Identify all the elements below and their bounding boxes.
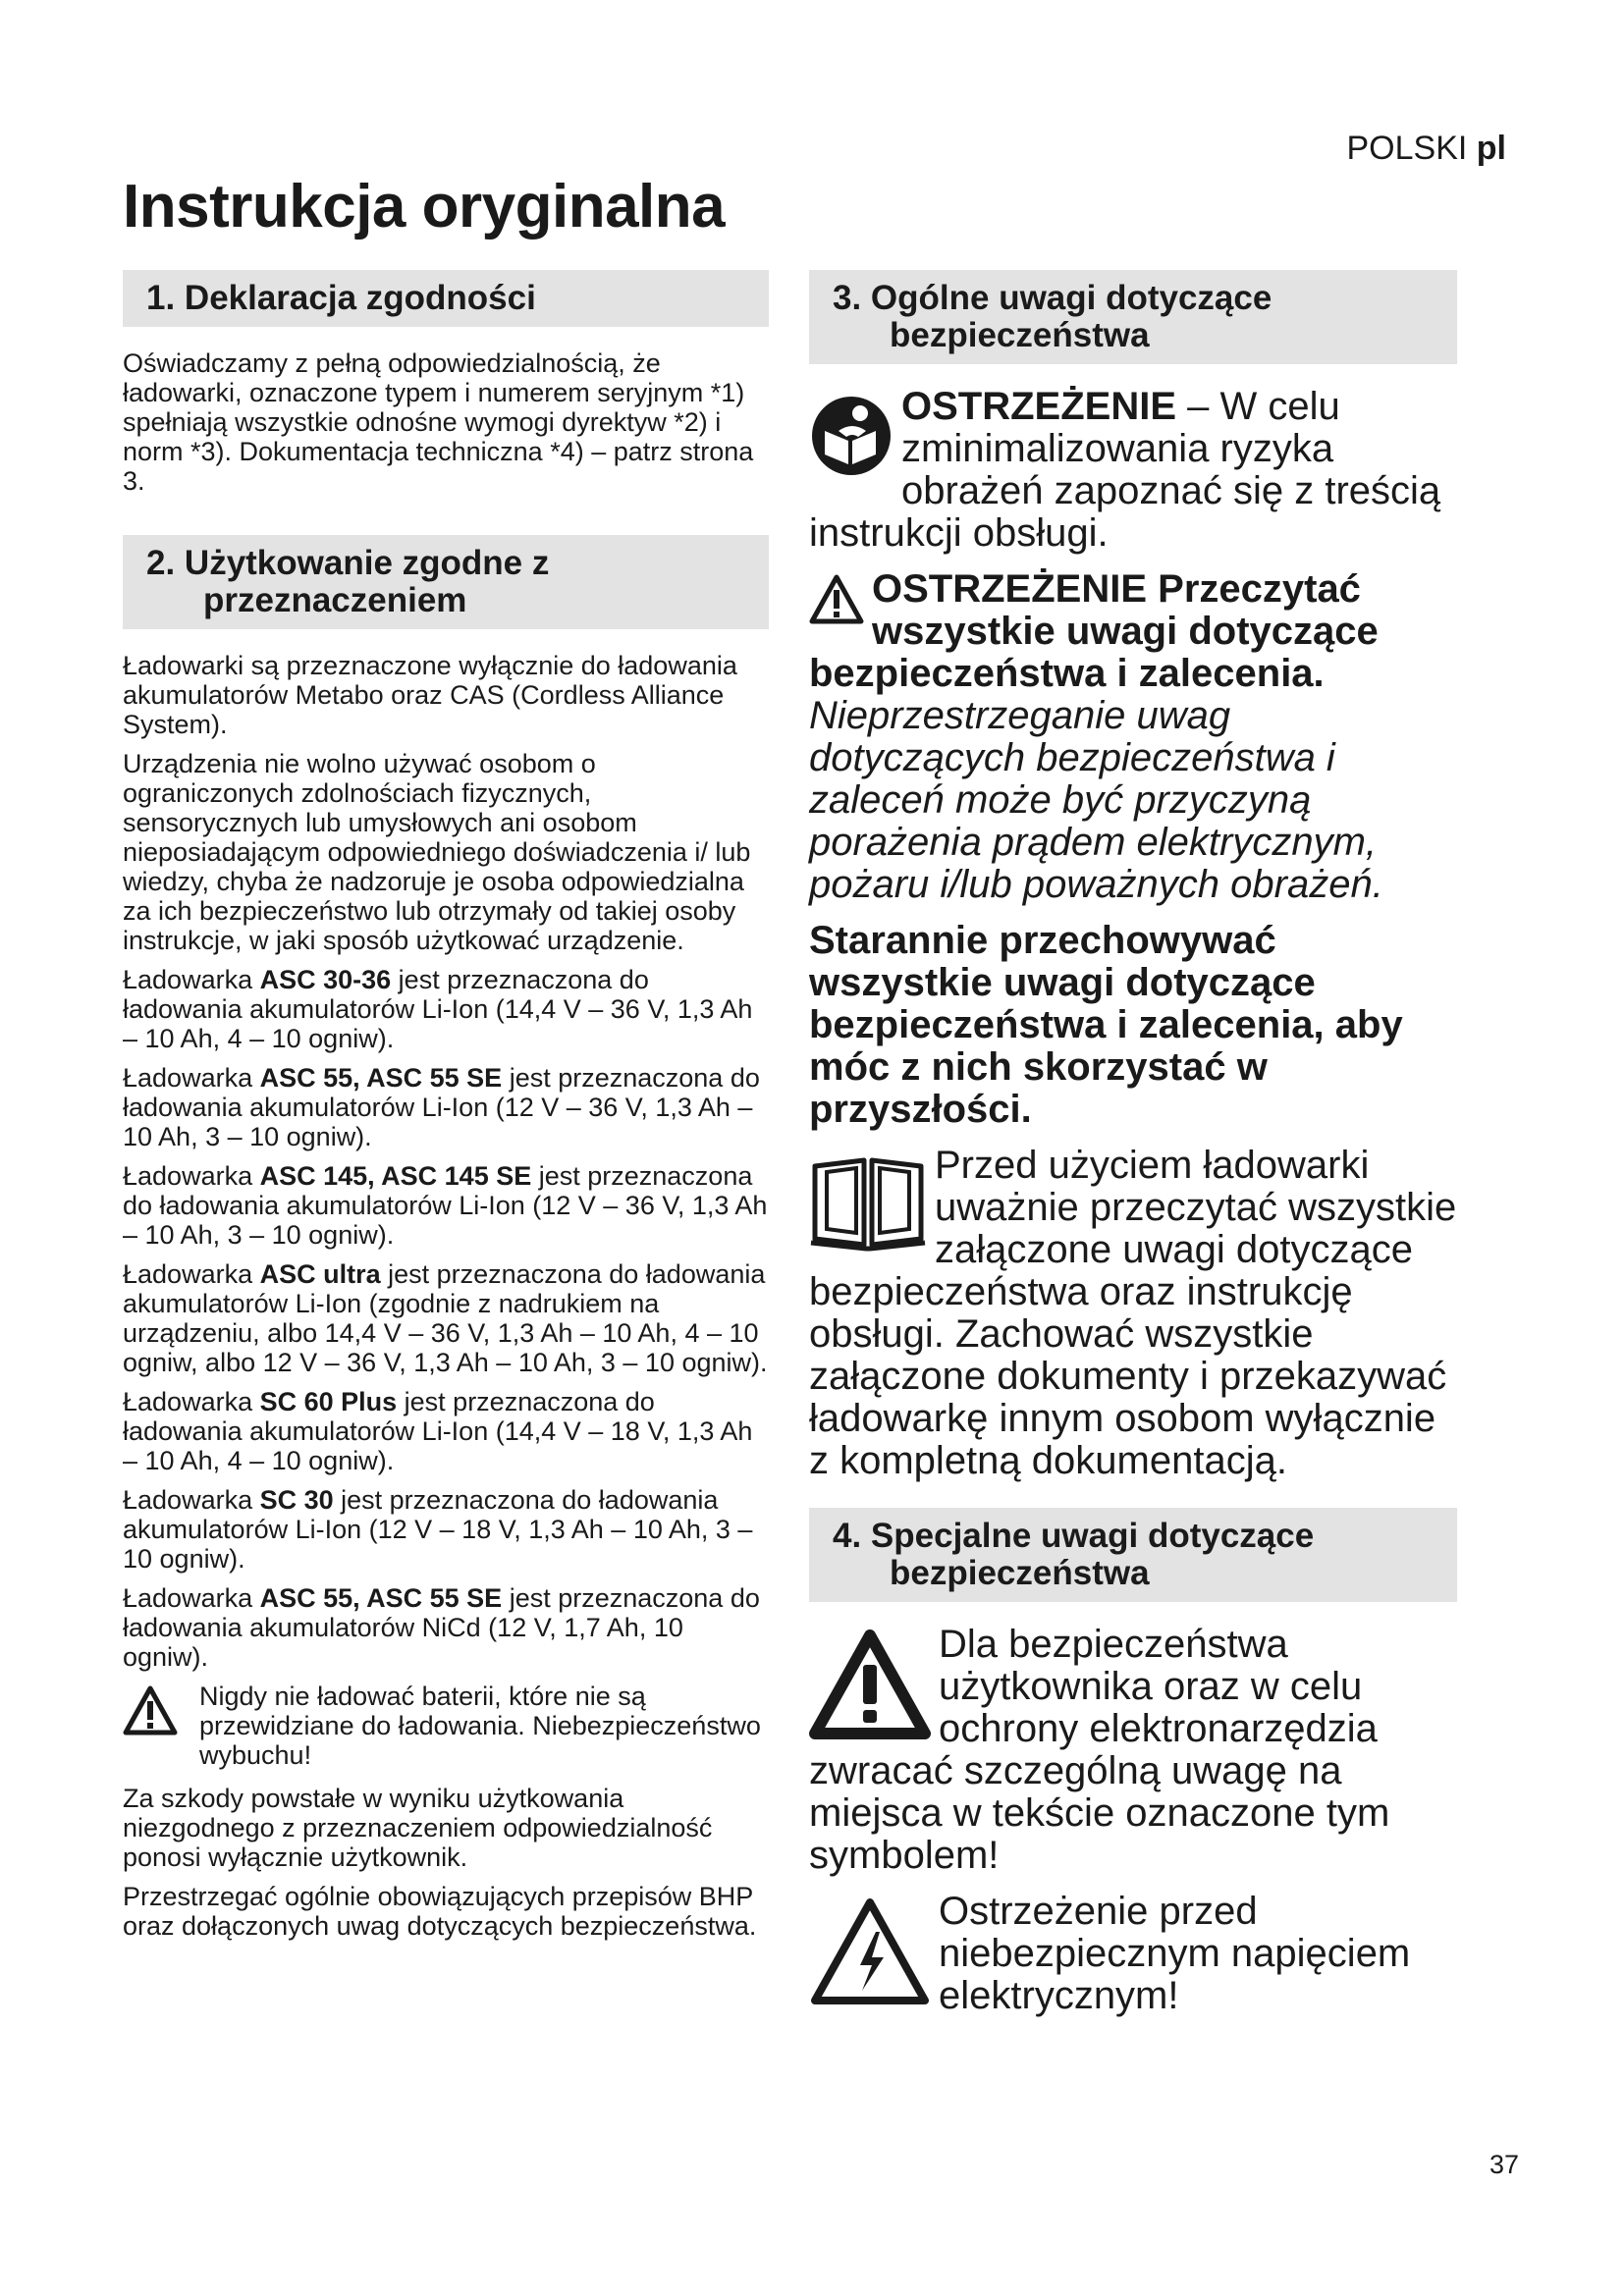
document-title: Instrukcja oryginalna [123,173,726,240]
section-1-heading [123,270,769,327]
declaration-text: Oświadczamy z pełną odpowiedzialnością, że ładowarki, oznaczone typem i numerem seryjnym *1) spełniają wszystkie odnośne wymogi dyrektyw *2) i norm *3). Dokumentacja techniczna *4) – patrz strona 3. [123,348,754,496]
section-4-heading [809,1508,1457,1602]
section-2-heading [123,535,769,629]
restricted-users-text: Urządzenia nie wolno używać osobom o ograniczonych zdolnościach fizycznych, sensorycznych lub umysłowych ani osobom nieposiadającym odpowiedniego doświadczenia i/ lub wiedzy, chyba że nadzoruje je osoba odpowiedzialna za ich bezpieczeństwo lub otrzymały od takiej osoby instrukcje, w jaki sposób użytkować urządzenie. [123,749,751,955]
charger-item: Ładowarka ASC ultra jest przeznaczona do ładowania akumulatorów Li-Ion (zgodnie z nadrukiem na urządzeniu, albo 14,4 V – 36 V, 1,3 Ah – 10 Ah, 4 – 10 ogniw, albo 12 V – 36 V, 1,3 Ah – 10 Ah, 3 – 10 ogniw). [123,1259,768,1377]
battery-warning [123,1682,769,1770]
left-column [123,270,769,1950]
right-column [809,270,1457,2031]
open-book-icon [809,1150,927,1261]
read-all-warning [809,568,1457,906]
warning-triangle-icon [809,574,864,634]
read-manual-warning-text: – W celu zminimalizowania ryzyka obrażeń zapoznać się z treścią instrukcji obsługi. [809,385,1441,555]
charger-item: Ładowarka ASC 55, ASC 55 SE jest przeznaczona do ładowania akumulatorów Li-Ion (12 V – 36 V, 1,3 Ah – 10 Ah, 3 – 10 ogniw). [123,1063,760,1151]
warning-triangle-icon [123,1685,178,1736]
section-3-heading-line1: 3. Ogólne uwagi dotyczące [833,279,1272,317]
battery-warning-text: Nigdy nie ładować baterii, które nie są przewidziane do ładowania. Niebezpieczeństwo wybuchu! [199,1682,761,1770]
read-manual-warning-label: OSTRZEŻENIE [901,385,1177,428]
read-manual-icon [809,392,893,489]
read-all-warning-bold: OSTRZEŻENIE Przeczytać wszystkie uwagi dotyczące bezpieczeństwa i zalecenia. [809,567,1379,695]
section-3-heading-line2: bezpieczeństwa [890,316,1150,354]
section-4-heading-line1: 4. Specjalne uwagi dotyczące [833,1517,1315,1555]
section-3-heading [809,270,1457,364]
liability-text: Za szkody powstałe w wyniku użytkowania niezgodnego z przeznaczeniem odpowiedzialność ponosi wyłącznie użytkownik. [123,1784,713,1872]
intended-use-text: Ładowarki są przeznaczone wyłącznie do ładowania akumulatorów Metabo oraz CAS (Cordless Alliance System). [123,651,737,739]
attention-symbol-text: Dla bezpieczeństwa użytkownika oraz w celu ochrony elektronarzędzia zwracać szczególną uwagę na miejsca w tekście oznaczone tym symbolem! [809,1623,1390,1877]
keep-instructions-text: Starannie przechowywać wszystkie uwagi dotyczące bezpieczeństwa i zalecenia, aby móc z nich skorzystać w przyszłości. [809,919,1403,1131]
section-1-heading-text: 1. Deklaracja zgodności [146,279,536,317]
language-name: POLSKI [1346,130,1468,167]
high-voltage-icon [809,1896,931,2017]
page-number: 37 [1489,2150,1520,2179]
charger-item: Ładowarka SC 30 jest przeznaczona do ładowania akumulatorów Li-Ion (12 V – 18 V, 1,3 Ah – 10 Ah, 3 – 10 ogniw). [123,1485,753,1574]
charger-item: Ładowarka ASC 55, ASC 55 SE jest przeznaczona do ładowania akumulatorów NiCd (12 V, 1,7 Ah, 10 ogniw). [123,1583,760,1672]
warning-triangle-icon [809,1629,931,1750]
language-label [1346,130,1506,168]
read-before-use [809,1145,1457,1482]
charger-item: Ładowarka ASC 145, ASC 145 SE jest przeznaczona do ładowania akumulatorów Li-Ion (12 V – 36 V, 1,3 Ah – 10 Ah, 3 – 10 ogniw). [123,1161,768,1250]
voltage-warning-text: Ostrzeżenie przed niebezpiecznym napięciem elektrycznym! [939,1890,1411,2017]
section-2-heading-line2: przeznaczeniem [203,581,467,619]
charger-item: Ładowarka SC 60 Plus jest przeznaczona do ładowania akumulatorów Li-Ion (14,4 V – 18 V, 1,3 Ah – 10 Ah, 4 – 10 ogniw). [123,1387,753,1475]
bhp-text: Przestrzegać ogólnie obowiązujących przepisów BHP oraz dołączonych uwag dotyczących bezpieczeństwa. [123,1882,757,1941]
voltage-warning [809,1891,1457,2017]
language-code: pl [1476,130,1506,167]
read-before-use-text: Przed użyciem ładowarki uważnie przeczytać wszystkie załączone uwagi dotyczące bezpieczeństwa oraz instrukcję obsługi. Zachować wszystkie załączone dokumenty i przekazywać ładowarkę innym osobom wyłącznie z kompletną dokumentacją. [809,1144,1457,1482]
charger-item: Ładowarka ASC 30-36 jest przeznaczona do ładowania akumulatorów Li-Ion (14,4 V – 36 V, 1,3 Ah – 10 Ah, 4 – 10 ogniw). [123,965,753,1053]
attention-symbol-note [809,1624,1457,1877]
section-4-heading-line2: bezpieczeństwa [890,1554,1150,1592]
read-all-warning-italic: Nieprzestrzeganie uwag dotyczących bezpieczeństwa i zaleceń może być przyczyną porażenia prądem elektrycznym, pożaru i/lub poważnych obrażeń. [809,694,1383,906]
read-manual-warning [809,386,1457,555]
section-2-heading-line1: 2. Użytkowanie zgodne z [146,544,550,582]
